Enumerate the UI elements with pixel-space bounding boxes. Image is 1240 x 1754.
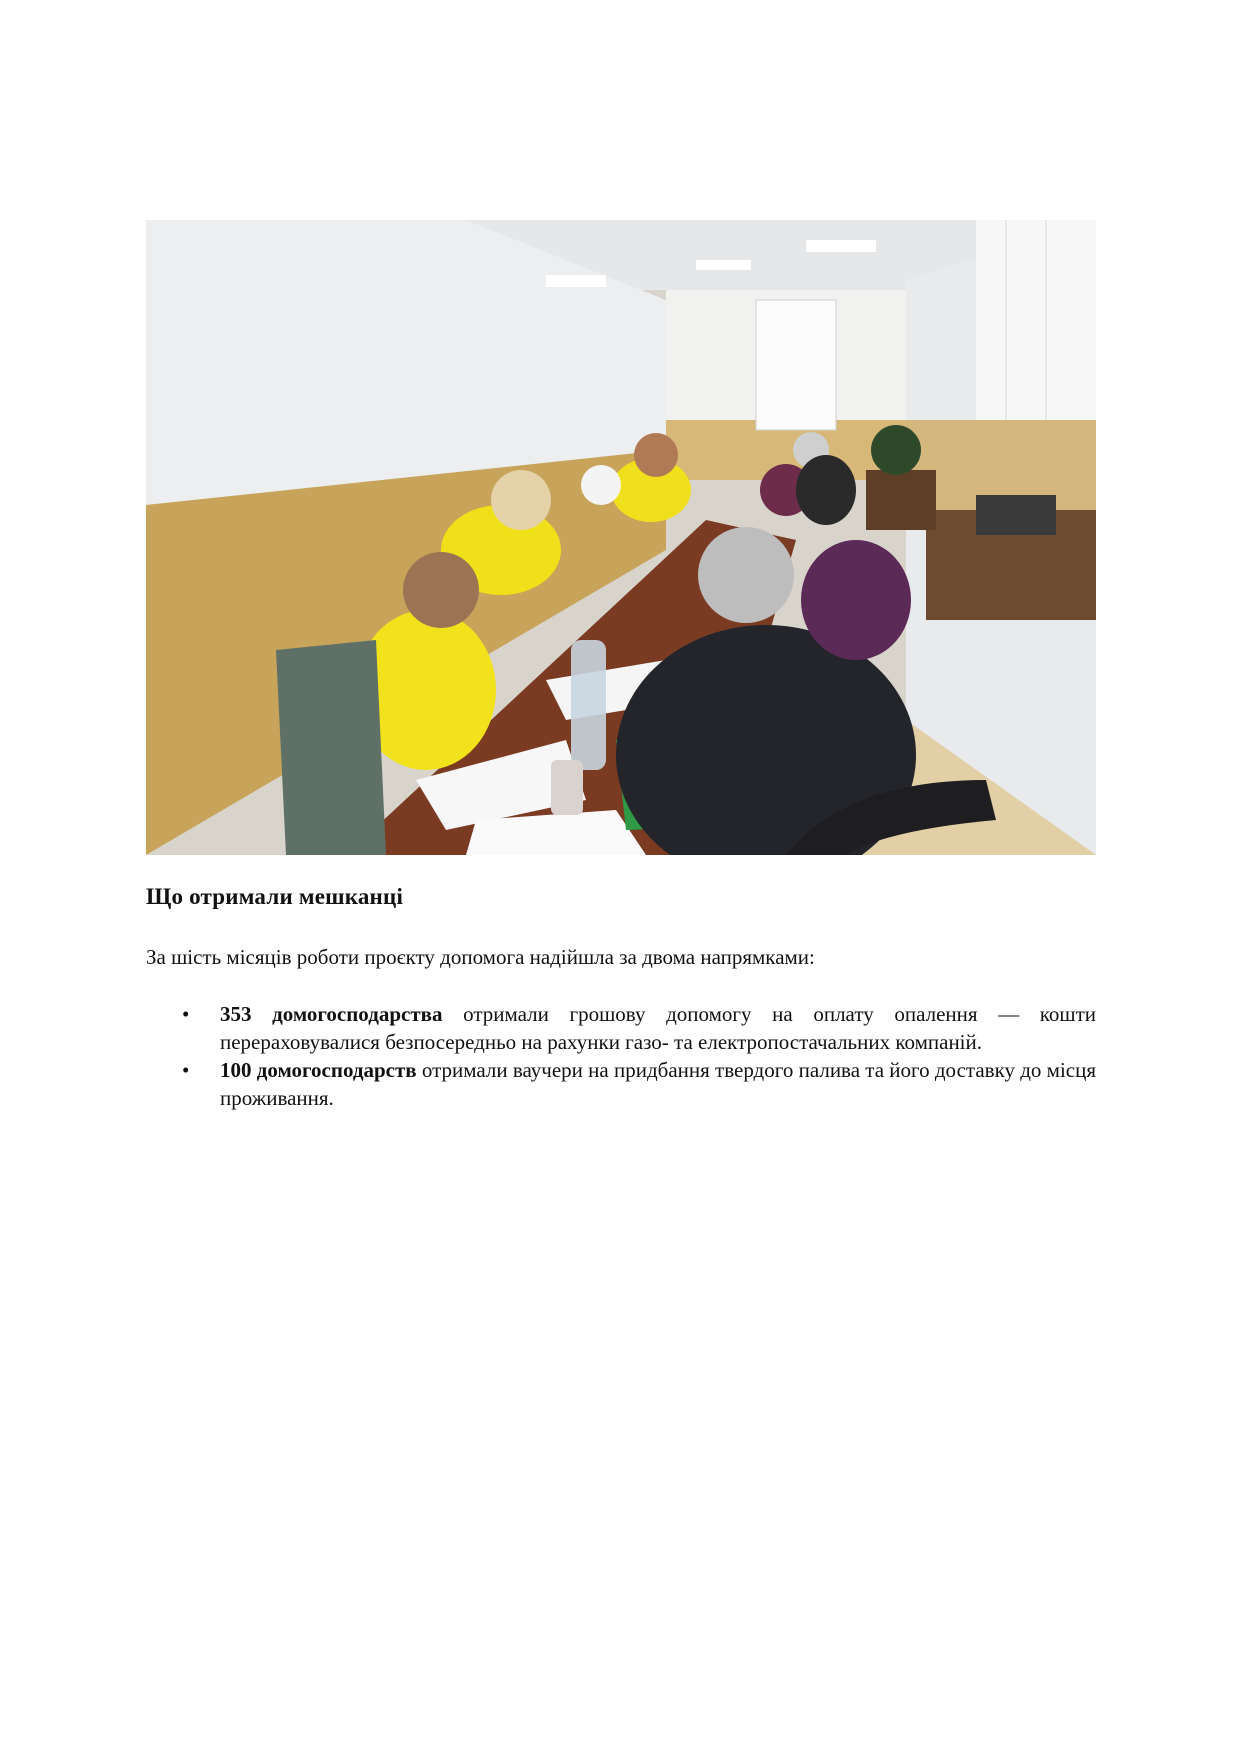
list-item-bold: 353 домогосподарства xyxy=(220,1002,443,1026)
photo xyxy=(146,220,1096,855)
intro-paragraph: За шість місяців роботи проєкту допомога надійшла за двома напрямками: xyxy=(146,945,815,969)
list-item-text: отримали грошову допомогу на оплату опалення — кошти перераховувалися безпосередньо на рахунки газо- та електропостачальних компаній. xyxy=(220,1002,1096,1054)
photo-image xyxy=(146,220,1096,855)
list-item-bold: 100 домогосподарств xyxy=(220,1058,417,1082)
list-item xyxy=(146,1056,1096,1112)
section-heading: Що отримали мешканці xyxy=(146,884,404,909)
list-item xyxy=(146,1000,1096,1056)
bullet-list xyxy=(146,1000,1096,1112)
list-item-text: отримали ваучери на придбання твердого палива та його доставку до місця проживання. xyxy=(220,1058,1097,1110)
bullet-icon: • xyxy=(182,1002,190,1026)
bullet-icon: • xyxy=(182,1058,190,1082)
